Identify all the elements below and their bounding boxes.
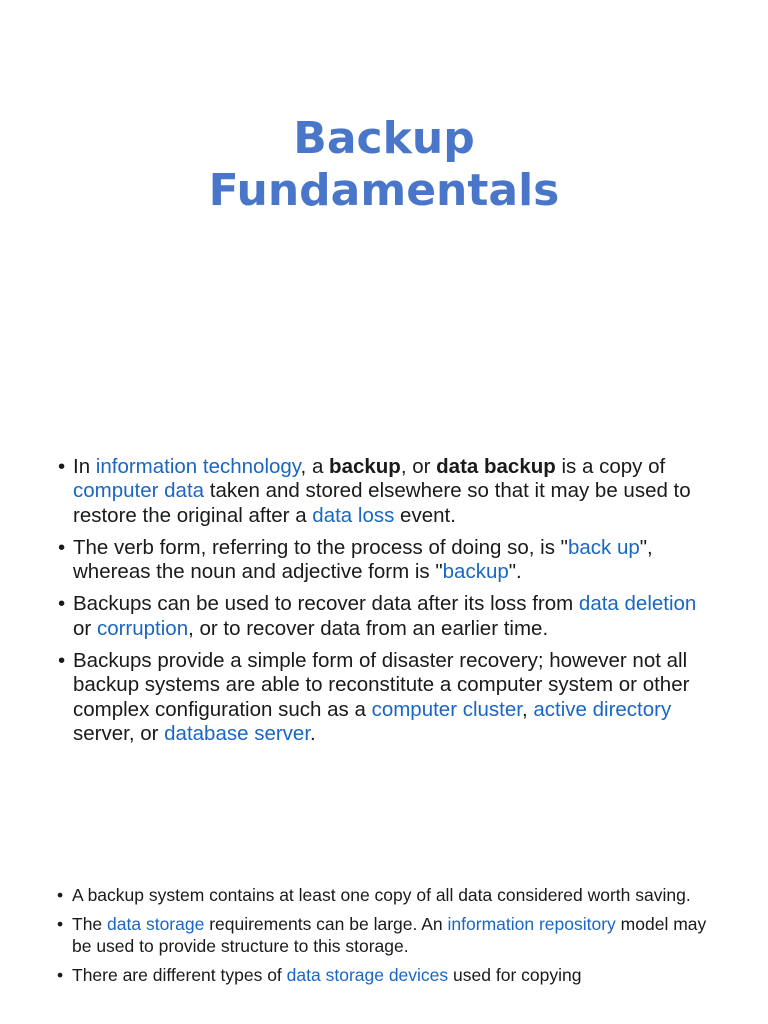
link-data-loss[interactable]: data loss bbox=[312, 503, 395, 527]
title-line-2: Fundamentals bbox=[208, 165, 560, 216]
text: , a bbox=[300, 455, 330, 478]
text: ", whereas the noun and adjective form is " bbox=[73, 535, 653, 584]
link-information-repository[interactable]: information repository bbox=[447, 914, 616, 934]
bullet-disaster-recovery bbox=[58, 649, 718, 746]
text: requirements can be large. An bbox=[204, 914, 448, 934]
bullet-verb-form bbox=[58, 536, 718, 585]
text: Backups can be used to recover data after its loss from bbox=[73, 592, 579, 616]
text: In bbox=[73, 455, 96, 478]
link-data-storage[interactable]: data storage bbox=[107, 914, 205, 934]
bullet-backup-system bbox=[57, 884, 717, 906]
link-database-server[interactable]: database server bbox=[164, 721, 311, 745]
text: Backups provide a simple form of disaster recovery; however not all backup systems are able to reconstitute a computer system or other complex configuration such as a bbox=[73, 649, 690, 721]
text: The bbox=[72, 914, 108, 934]
text: , or to recover data from an earlier time. bbox=[188, 616, 549, 640]
link-active-directory[interactable]: active directory bbox=[533, 697, 672, 721]
text: server, or bbox=[73, 721, 165, 745]
page-title bbox=[0, 113, 768, 217]
text: The verb form, referring to the process of doing so, is " bbox=[73, 535, 568, 559]
text: There are different types of bbox=[72, 965, 287, 985]
link-information-technology[interactable]: information technology bbox=[95, 455, 301, 478]
bullet-storage-devices bbox=[57, 964, 717, 986]
bullet-recover-data bbox=[58, 592, 718, 641]
text: A backup system contains at least one copy of all data considered worth saving. bbox=[72, 885, 691, 905]
text: model may be used to provide structure to this storage. bbox=[72, 914, 707, 956]
text: used for copying bbox=[448, 965, 582, 985]
link-back-up[interactable]: back up bbox=[567, 535, 640, 559]
link-computer-data[interactable]: computer data bbox=[73, 479, 205, 503]
term-backup: backup bbox=[329, 455, 401, 478]
link-corruption[interactable]: corruption bbox=[96, 616, 189, 640]
link-data-deletion[interactable]: data deletion bbox=[578, 592, 697, 616]
link-backup[interactable]: backup bbox=[442, 560, 509, 584]
text: ". bbox=[508, 560, 522, 584]
text: is a copy of bbox=[555, 455, 666, 478]
text: taken and stored elsewhere so that it may be used to restore the original after a bbox=[73, 479, 691, 527]
text: , or bbox=[400, 455, 437, 478]
text: . bbox=[310, 721, 316, 745]
link-computer-cluster[interactable]: computer cluster bbox=[371, 697, 522, 721]
bullet-storage-requirements bbox=[57, 913, 717, 957]
title-line-1: Backup bbox=[293, 113, 475, 164]
bullet-backup-definition bbox=[58, 455, 718, 528]
text: or bbox=[73, 616, 97, 640]
link-data-storage-devices[interactable]: data storage devices bbox=[286, 965, 449, 985]
text: , bbox=[521, 697, 534, 721]
text: event. bbox=[394, 503, 456, 527]
term-data-backup: data backup bbox=[436, 455, 556, 478]
secondary-bullet-list bbox=[57, 884, 717, 993]
main-bullet-list bbox=[58, 455, 718, 754]
